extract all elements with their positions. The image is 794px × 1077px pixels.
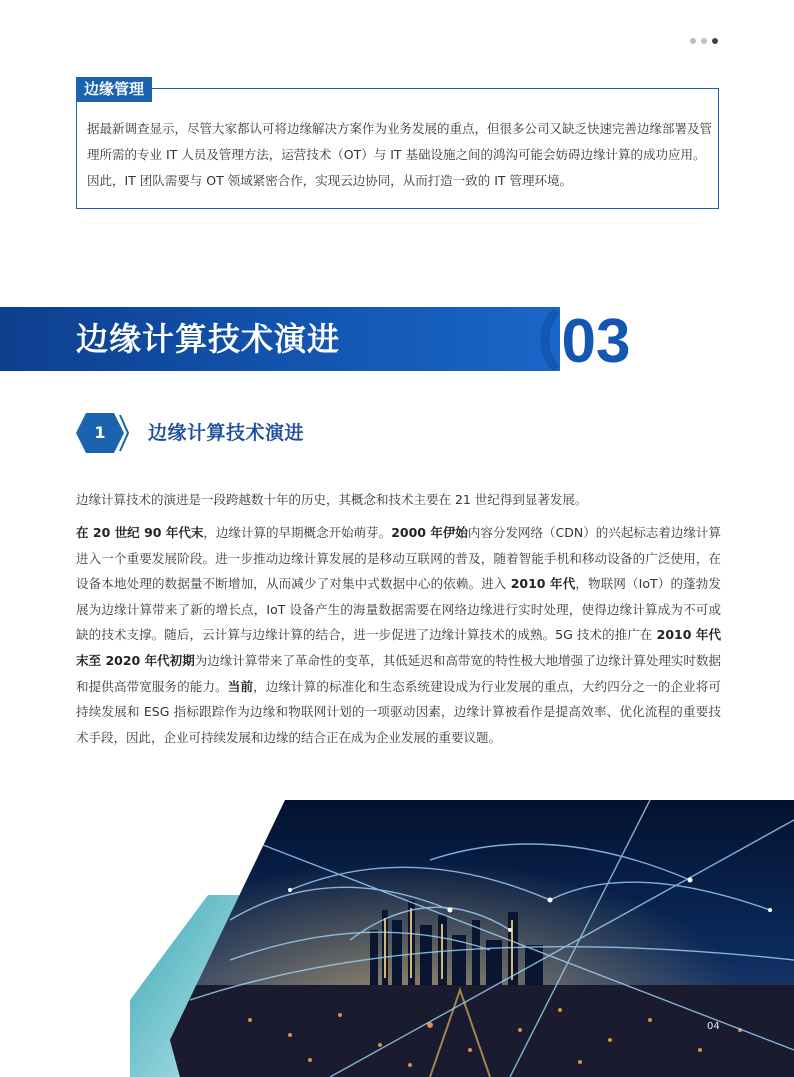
chapter-number	[540, 300, 640, 380]
more-dots-icon[interactable]	[690, 38, 718, 44]
page-number: 04	[707, 1021, 720, 1032]
section-number: 1	[94, 423, 106, 442]
text-run: ，物联网（IoT）的蓬勃发展为边缘计算带来了新的增长点，IoT 设备产生的海量数据需要在网络边缘进行实时处理，使得边缘计算成为不可或缺的技术支撑。随后，云计算与边缘计算的结合，进一步促进了边缘计算技术的成熟。5G 技术的推广在	[76, 576, 721, 643]
intro-paragraph: 边缘计算技术的演进是一段跨越数十年的历史，其概念和技术主要在 21 世纪得到显著发展。	[76, 492, 588, 507]
dot-icon	[701, 38, 707, 44]
callout-tag: 边缘管理	[76, 77, 152, 102]
bold-phrase: 2010 年代末至 2020 年代初期	[76, 627, 721, 668]
chapter-number-text: 03	[561, 307, 631, 376]
dot-icon	[712, 38, 718, 44]
section-heading	[76, 413, 719, 453]
text-run: 内容分发网络（CDN）的兴起标志着边缘计算进入一个重要发展阶段。进一步推动边缘计算发展的是移动互联网的普及，随着智能手机和移动设备的广泛使用，在设备本地处理的数据量不断增加，从而减少了对集中式数据中心的依赖。进入	[76, 525, 721, 592]
section-title: 边缘计算技术演进	[148, 422, 305, 444]
bold-phrase: 2000 年伊始	[391, 525, 468, 540]
text-run: ，边缘计算的标准化和生态系统建设成为行业发展的重点，大约四分之一的企业将可持续发展和 ESG 指标跟踪作为边缘和物联网计划的一项驱动因素，边缘计算被看作是提高效率、优化流程的重要技术手段，因此，企业可持续发展和边缘的结合正在成为企业发展的重要议题。	[76, 678, 721, 745]
edge-management-callout	[76, 80, 719, 209]
city-network-photo	[130, 800, 794, 1077]
text-run: ，边缘计算的早期概念开始萌芽。	[203, 525, 392, 540]
text-run: 为边缘计算带来了革命性的变革，其低延迟和高带宽的特性极大地增强了边缘计算处理实时数据和提供高带宽服务的能力。	[76, 652, 721, 694]
history-paragraph	[76, 520, 721, 750]
chapter-banner	[0, 307, 560, 371]
bold-phrase: 当前	[227, 678, 254, 694]
callout-text: 据最新调查显示，尽管大家都认可将边缘解决方案作为业务发展的重点，但很多公司又缺乏快速完善边缘部署及管理所需的专业 IT 人员及管理方法，运营技术（OT）与 IT 基础设施之间的鸿沟可能会妨碍边缘计算的成功应用。因此，IT 团队需要与 OT 领域紧密合作，实现云边协同，从而打造一致的 IT 管理环境。	[87, 121, 713, 188]
dot-icon	[690, 38, 696, 44]
bold-phrase: 在 20 世纪 90 年代末	[76, 525, 204, 540]
bold-phrase: 2010 年代	[510, 576, 576, 592]
chapter-title: 边缘计算技术演进	[76, 320, 341, 358]
